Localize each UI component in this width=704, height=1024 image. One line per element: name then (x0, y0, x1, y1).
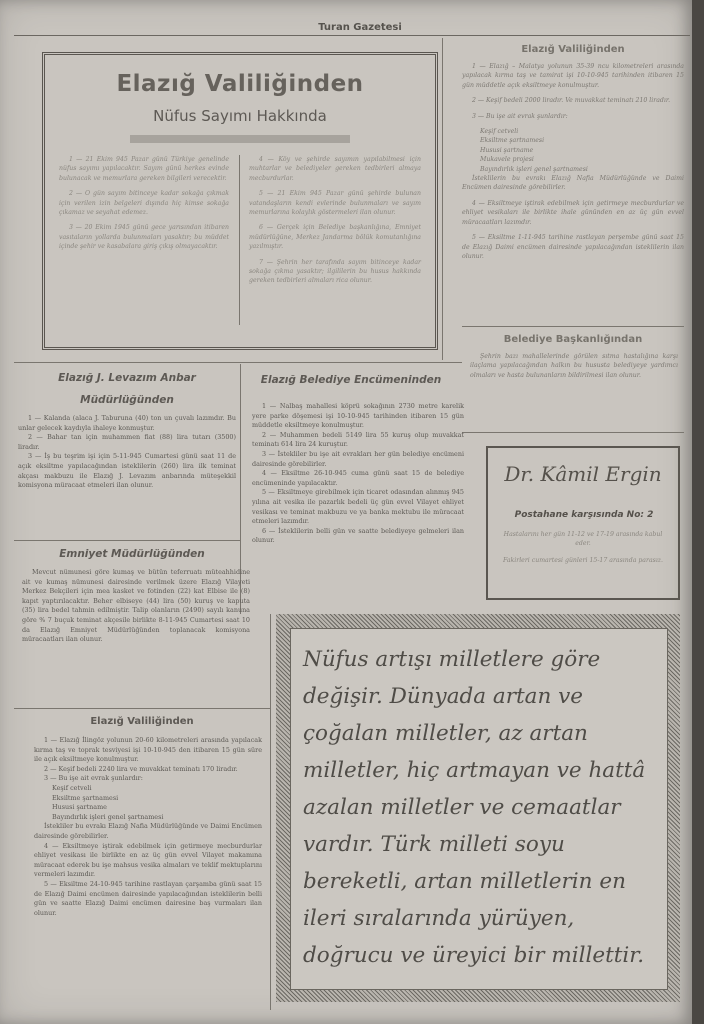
list-item: 4 — Eksiltmeye iştirak edebilmek için getirmeye mecburdurlar ehliyet vesikası ile birlikte en az üç gün evvel Vilayet makamına müracaat ederek bu işe mahsus vesika almaları ve teklif mektuplarını vermeleri lazımdır. (34, 841, 262, 879)
belediye-baskan-title: Belediye Başkanlığından (503, 334, 643, 345)
section-rule (462, 432, 684, 433)
decorative-bar (130, 135, 350, 143)
section-rule (14, 540, 240, 541)
census-notice-title: Elazığ Valiliğinden (116, 71, 364, 97)
quote-text: Nüfus artışı milletlere göre değişir. Dünyada artan ve çoğalan milletler, az artan milletler, hiç artmayan ve hattâ azalan milletler ve cemaatlar vardır. Türk milleti soyu bereketli, artan milletlerin en ileri sıralarında yürüyen, doğrucu ve üreyici bir millettir. (303, 647, 646, 968)
doctor-name: Dr. Kâmil Ergin (504, 462, 662, 486)
notice-paragraph: 1 — 21 Ekim 945 Pazar günü Türkiye genelinde nüfus sayımı yapılacaktır. Sayım günü herkes evinde bulunacak ve memurlara gereken bilgileri verecektir. (59, 156, 229, 182)
list-item: 6 — İsteklilerin belli gün ve saatte belediyeye gelmeleri ilan olunur. (252, 526, 464, 545)
census-notice-subtitle: Nüfus Sayımı Hakkında (153, 107, 327, 125)
list-item: 4 — Eksiltmeye iştirak edebilmek için getirmeye mecburdurlar ve ehliyet vesikaları ile birlikte ihale gününden en az üç gün evvel müracaatları lazımdır. (462, 199, 684, 226)
notice-paragraph: 4 — Köy ve şehirde sayımın yapılabilmesi için muhtarlar ve belediyeler gereken tedbirleri almaya mecburdurlar. (249, 156, 421, 182)
page-edge (692, 0, 704, 1024)
header-rule (14, 35, 690, 36)
list-item: 5 — Eksiltme 1-11-945 tarihine rastlayan perşembe günü saat 15 de Elazığ Daimi encümen dairesinde yapılacağından isteklilerin ilan olunur. (462, 234, 684, 260)
list-item: 2 — Bahar tan için muhammen fiat (88) lira tutarı (3500) liradır. (18, 433, 236, 451)
levazim-title-line2: Müdürlüğünden (80, 394, 174, 406)
census-notice (42, 52, 438, 350)
section-rule (14, 362, 462, 363)
list-item: 2 — Muhammen bedeli 5149 lira 55 kuruş olup muvakkat teminatı 614 lira 24 kuruştur. (252, 430, 464, 449)
list-item: 1 — Nalbaş mahallesi köprü sokağının 2730 metre karelik yere parke döşemesi işi 10-10-945 tarihinden itibaren 15 gün müddetle eksiltmeye konulmuştur. (252, 402, 464, 430)
encumen-body (252, 402, 464, 546)
list-item: 5 — Eksiltmeye girebilmek için ticaret odasından alınmış 945 yılına ait vesika ile pazarlık bedeli üç gün evvel Vilayet ehliyet vesikası ve teminat makbuzu ve ya banka mektubu ile müracaat etmeleri lazımdır. (252, 488, 464, 526)
column-rule (442, 38, 443, 360)
list-item: Keşif cetveli (52, 783, 92, 792)
list-item: 3 — İstekliler bu işe ait evrakları her gün belediye encümeni dairesinde görebilirler. (252, 449, 464, 468)
notice-paragraph: Mevcut nümunesi göre kumaş ve bütün teferruatı müteahhidine ait ve kumaş nümunesi dairesinde verilmek üzere Elazığ Vilayeti Merkez Bekçileri için mea kasket ve fotinden (22) kat Elbise ile (8) kapıt yaptırılacaktır. Beher elbiseye (44) lira (50) kuruş ve kaputa (35) lira bedel tahmin edilmiştir. Talip olanların (2490) sayılı kanuna göre % 7 buçuk teminat akçesile birlikte 8-11-945 Cumartesi saat 10 da Elazığ Emniyet Müdürlüğünden toplanacak komisyona müracaatları ilan olunur. (22, 568, 250, 644)
census-notice-right-column (249, 155, 421, 292)
list-item: Hususi şartname (480, 146, 534, 154)
list-item: Mukavele projesi (480, 156, 534, 164)
doctor-hours: Hastalarını her gün 11-12 ve 17-19 arasında kabul eder. (503, 531, 663, 548)
vilayet-top-title: Elazığ Valiliğinden (521, 44, 625, 55)
emniyet-title: Emniyet Müdürlüğünden (59, 548, 205, 560)
list-item: 1 — Elazığ – Malatya yolunun 35-39 ncu kilometreleri arasında yapılacak kırma taş ve tamirat işi 10-10-945 tarihinden itibaren 15 gün müddetle açık eksiltmeye konulmuştur. (462, 63, 684, 89)
list-item: Hususi şartname (52, 803, 107, 812)
document-list (462, 127, 684, 174)
list-item: 5 — Eksiltme 24-10-945 tarihine rastlayan çarşamba günü saat 15 de Elazığ Daimi encümen dairesinde yapılacağından isteklilerin belli gün ve saatte Elazığ Daimi encümen dairesine baş vurmaları ilan olunur. (34, 879, 262, 917)
running-head: Turan Gazetesi (318, 22, 402, 33)
list-item: Bayındırlık işleri genel şartnamesi (52, 812, 164, 821)
list-item: 3 — Bu işe ait evrak şunlardır: (472, 112, 568, 120)
list-item: Bayındırlık işleri genel şartnamesi (480, 165, 588, 173)
list-item: Keşif cetveli (480, 128, 519, 136)
vilayet-top-body (462, 62, 684, 267)
list-item: İsteklilerin bu evrakı Elazığ Nafia Müdürlüğünde ve Daimi Encümen dairesinde görebilirler. (462, 175, 684, 192)
notice-paragraph: 2 — O gün sayım bitinceye kadar sokağa çıkmak için verilen izin belgeleri dışında hiç kimse sokağa çıkamaz ve seyahat edemez. (59, 190, 229, 217)
quote-box (290, 628, 668, 990)
emniyet-body (22, 568, 250, 645)
levazim-title-line1: Elazığ J. Levazım Anbar (58, 372, 196, 384)
list-item: Eksiltme şartnamesi (52, 793, 119, 802)
vilayet-bottom-title: Elazığ Valiliğinden (90, 716, 194, 727)
notice-paragraph: 5 — 21 Ekim 945 Pazar günü şehirde bulunan vatandaşların kendi evlerinde bulunmaları ve sayım memurlarına kolaylık göstermeleri ilan olunur. (249, 190, 421, 217)
levazim-body (18, 414, 236, 491)
list-item: 3 — İş bu teşrim işi için 5-11-945 Cumartesi günü saat 11 de açık eksiltme yapılacağından isteklilerin (260) lira ilk teminat akçası makbuzu ile Elazığ J. Levazım anbarında müteşekkil komisyona müracaat etmeleri ilan olunur. (18, 452, 236, 490)
belediye-baskan-body (470, 352, 678, 386)
notice-paragraph: Şehrin bazı mahallelerinde görülen sıtma hastalığına karşı ilaçlama yapılacağından halkın bu hususta belediyeye yardımcı olmaları ve hasta bulunanların bildirilmesi ilan olunur. (470, 353, 678, 379)
notice-paragraph: 7 — Şehrin her tarafında sayım bitinceye kadar sokağa çıkma yasaktır; ilgililerin bu husus hakkında gereken tedbirleri almaları rica olunur. (249, 258, 421, 285)
doctor-free-hours: Fakirleri cumartesi günleri 15-17 arasında parasız. (502, 557, 664, 564)
list-item: Eksiltme şartnamesi (480, 137, 545, 145)
list-item: 1 — Elazığ İlingöz yolunun 20-60 kilometreleri arasında yapılacak kırma taş ve toprak tesviyesi işi 10-10-945 den itibaren 15 gün süre ile açık eksiltmeye konulmuştur. (34, 736, 262, 764)
notice-paragraph: 3 — 20 Ekim 1945 günü gece yarısından itibaren vasıtaların yollarda bulunmaları yasaktır; bu müddet içinde şehir ve kasabalara giriş çıkış olmayacaktır. (59, 224, 229, 251)
list-item: 3 — Bu işe ait evrak şunlardır: (44, 774, 143, 783)
document-list (34, 784, 262, 822)
section-rule (462, 326, 684, 327)
list-item: 2 — Keşif bedeli 2000 liradır. Ve muvakkat teminatı 210 liradır. (472, 97, 671, 105)
column-rule (270, 614, 271, 1010)
inner-column-rule (239, 155, 240, 325)
doctor-address: Postahane karşısında No: 2 (514, 510, 654, 520)
vilayet-bottom-body (34, 736, 262, 918)
list-item: İstekliler bu evrakı Elazığ Nafia Müdürlüğünde ve Daimi Encümen dairesinde görebilirler. (34, 822, 262, 840)
census-notice-left-column (59, 155, 229, 258)
notice-paragraph: 6 — Gerçek için Belediye başkanlığına, Emniyet müdürlüğüne, Merkez Jandarma bölük komutanlığına yazılmıştır. (249, 224, 421, 251)
section-rule (14, 708, 270, 709)
list-item: 4 — Eksiltme 26-10-945 cuma günü saat 15 de belediye encümeninde yapılacaktır. (252, 469, 464, 487)
doctor-advertisement (486, 446, 680, 600)
encumen-title: Elazığ Belediye Encümeninden (260, 374, 442, 386)
list-item: 1 — Kalanda (alaca J. Taburuna (40) ton un çuvalı lazımdır. Bu unlar gelecek kaydıyla ihaleye konmuştur. (18, 414, 236, 432)
list-item: 2 — Keşif bedeli 2240 lira ve muvakkat teminatı 170 liradır. (44, 764, 238, 773)
quote-frame (276, 614, 680, 1002)
